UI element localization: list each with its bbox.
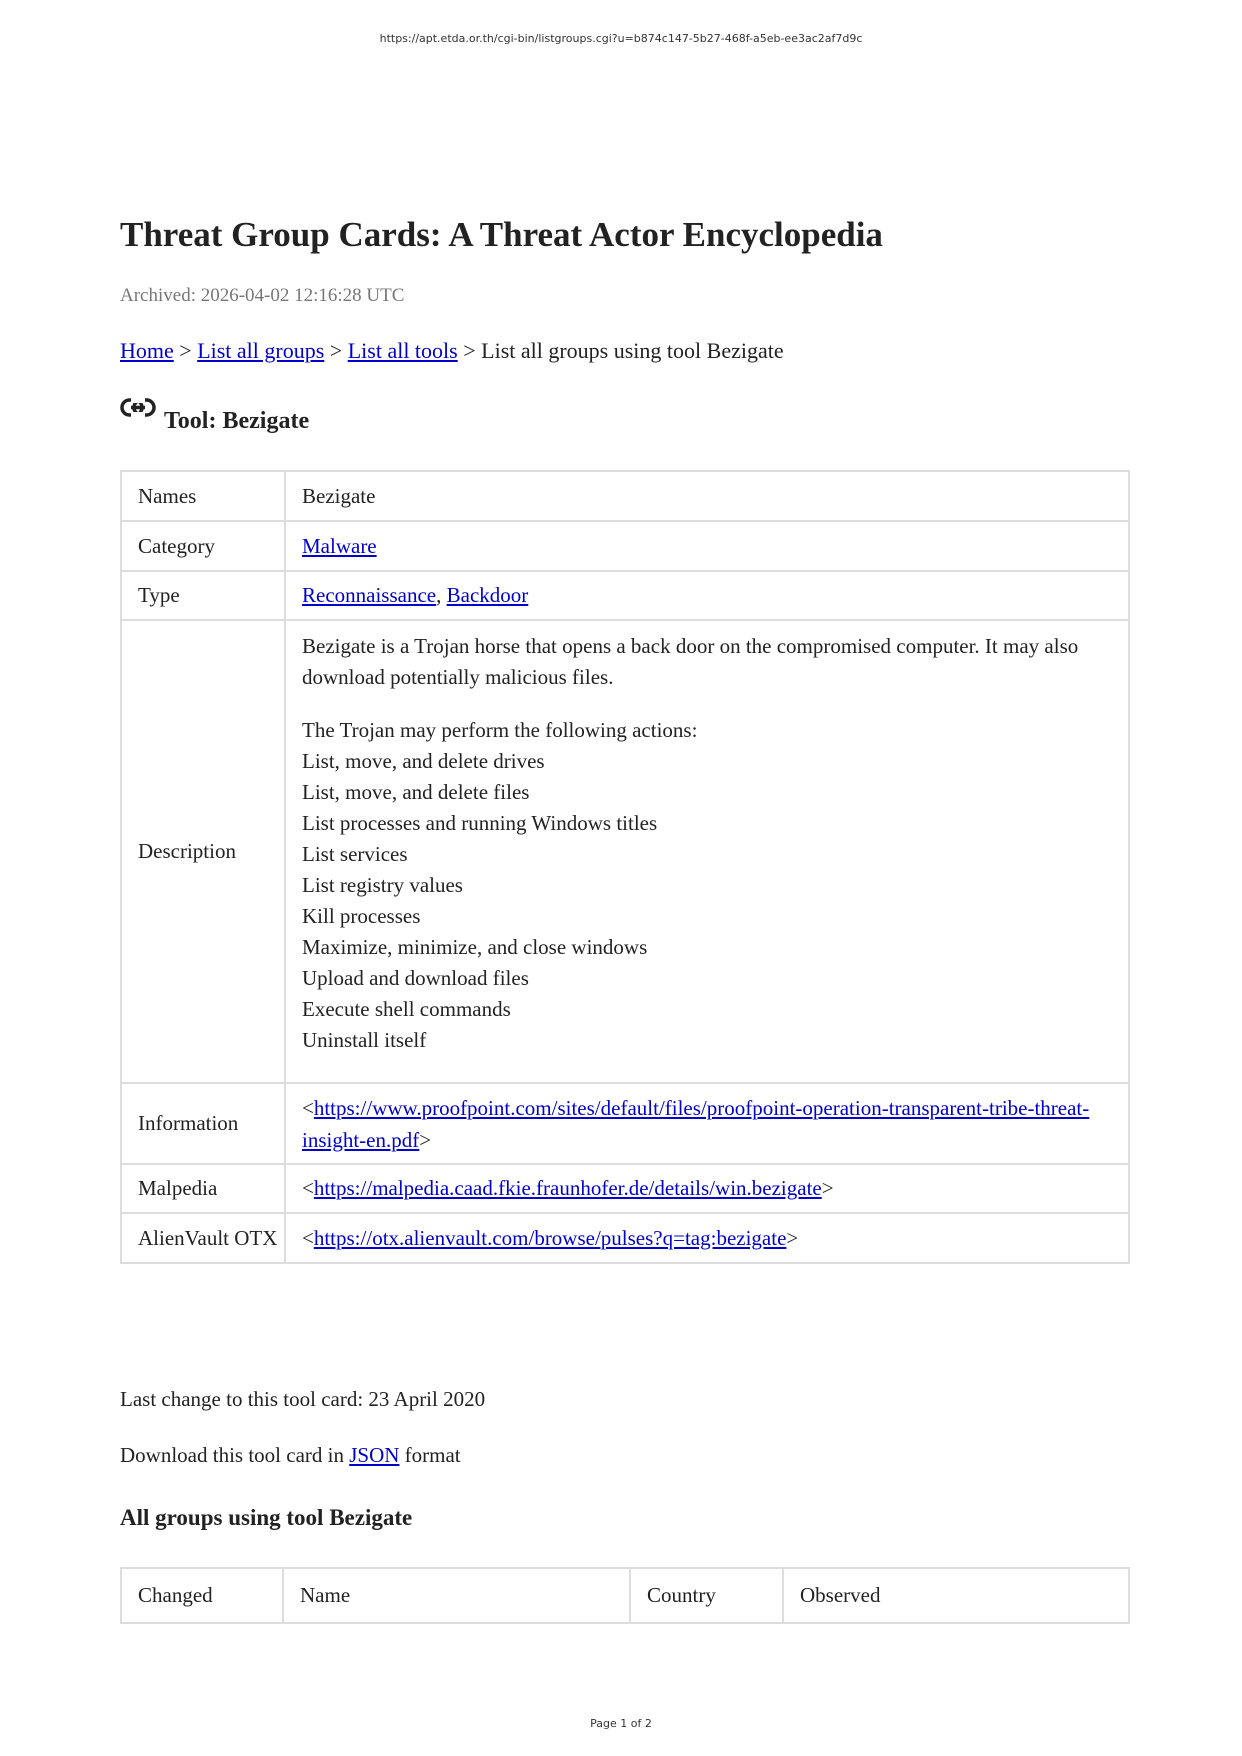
- breadcrumb-groups-link[interactable]: List all groups: [197, 338, 325, 363]
- malpedia-link[interactable]: https://malpedia.caad.fkie.fraunhofer.de/details/win.bezigate: [313, 1176, 822, 1200]
- description-line: Upload and download files: [302, 966, 529, 990]
- otx-label: AlienVault OTX: [121, 1213, 285, 1263]
- table-row: [121, 1164, 1129, 1213]
- description-paragraph: Bezigate is a Trojan horse that opens a back door on the compromised computer. It may also download potentially malicious files.: [302, 634, 1079, 689]
- breadcrumb-separator: >: [457, 338, 482, 363]
- information-cell: <https://www.proofpoint.com/sites/default/files/proofpoint-operation-transparent-tribe-threat-insight-en.pdf>: [285, 1083, 1129, 1164]
- description-line: Kill processes: [302, 904, 421, 928]
- table-row: [121, 1083, 1129, 1164]
- page-title: Threat Group Cards: A Threat Actor Encyclopedia: [120, 215, 883, 254]
- groups-table: [120, 1567, 1130, 1624]
- information-label: Information: [121, 1083, 285, 1164]
- description-line: List, move, and delete drives: [302, 749, 545, 773]
- column-header-changed[interactable]: Changed: [121, 1568, 283, 1623]
- description-line: List registry values: [302, 873, 463, 897]
- breadcrumb-current: List all groups using tool Bezigate: [481, 338, 784, 363]
- column-header-observed[interactable]: Observed: [783, 1568, 1129, 1623]
- description-line: List processes and running Windows titles: [302, 811, 658, 835]
- information-link[interactable]: https://www.proofpoint.com/sites/default/files/proofpoint-operation-transparent-tribe-threat-insight-en.pdf: [302, 1095, 1090, 1152]
- table-row: [121, 1213, 1129, 1263]
- page-number: Page 1 of 2: [590, 1717, 652, 1730]
- table-header-row: [121, 1568, 1129, 1623]
- tool-heading-text: Tool: Bezigate: [164, 408, 310, 434]
- breadcrumb: [120, 338, 784, 364]
- page-url-header: https://apt.etda.or.th/cgi-bin/listgroups.cgi?u=b874c147-5b27-468f-a5eb-ee3ac2af7d9c: [379, 32, 863, 45]
- type-link-reconnaissance[interactable]: Reconnaissance: [302, 583, 437, 607]
- table-row: [121, 471, 1129, 521]
- otx-cell: <https://otx.alienvault.com/browse/pulses?q=tag:bezigate>: [285, 1213, 1129, 1263]
- description-label: Description: [121, 620, 285, 1083]
- description-line: Uninstall itself: [302, 1028, 427, 1052]
- type-label: Type: [121, 571, 285, 620]
- json-download-link[interactable]: JSON: [349, 1443, 400, 1467]
- table-row: [121, 571, 1129, 620]
- breadcrumb-separator: >: [173, 338, 198, 363]
- column-header-country[interactable]: Country: [630, 1568, 783, 1623]
- malpedia-label: Malpedia: [121, 1164, 285, 1213]
- description-line: Maximize, minimize, and close windows: [302, 935, 648, 959]
- column-header-name[interactable]: Name: [283, 1568, 630, 1623]
- description-line: List, move, and delete files: [302, 780, 530, 804]
- breadcrumb-separator: >: [324, 338, 348, 363]
- archived-timestamp: Archived: 2026-04-02 12:16:28 UTC: [120, 285, 405, 306]
- table-row: [121, 521, 1129, 571]
- breadcrumb-tools-link[interactable]: List all tools: [347, 338, 458, 363]
- type-link-backdoor[interactable]: Backdoor: [446, 583, 529, 607]
- type-separator: ,: [436, 583, 447, 607]
- tool-heading: [120, 398, 309, 435]
- category-cell: [285, 521, 1129, 571]
- tool-info-table: [120, 470, 1130, 1264]
- table-row: [121, 620, 1129, 1083]
- link-icon: [120, 398, 164, 435]
- breadcrumb-home-link[interactable]: Home: [120, 338, 174, 363]
- groups-heading: All groups using tool Bezigate: [120, 1505, 413, 1530]
- description-line: List services: [302, 842, 408, 866]
- description-cell: [285, 620, 1129, 1083]
- names-label: Names: [121, 471, 285, 521]
- type-cell: [285, 571, 1129, 620]
- category-link[interactable]: Malware: [302, 533, 377, 558]
- otx-link[interactable]: https://otx.alienvault.com/browse/pulses?q=tag:bezigate: [313, 1225, 787, 1250]
- last-change-text: Last change to this tool card: 23 April 2020: [120, 1387, 486, 1411]
- download-text: Download this tool card in JSON format: [120, 1443, 461, 1467]
- description-line: The Trojan may perform the following actions:: [302, 718, 698, 742]
- names-value: Bezigate: [285, 471, 1129, 521]
- description-line: Execute shell commands: [302, 997, 511, 1021]
- category-label: Category: [121, 521, 285, 571]
- malpedia-cell: <https://malpedia.caad.fkie.fraunhofer.de/details/win.bezigate>: [285, 1164, 1129, 1213]
